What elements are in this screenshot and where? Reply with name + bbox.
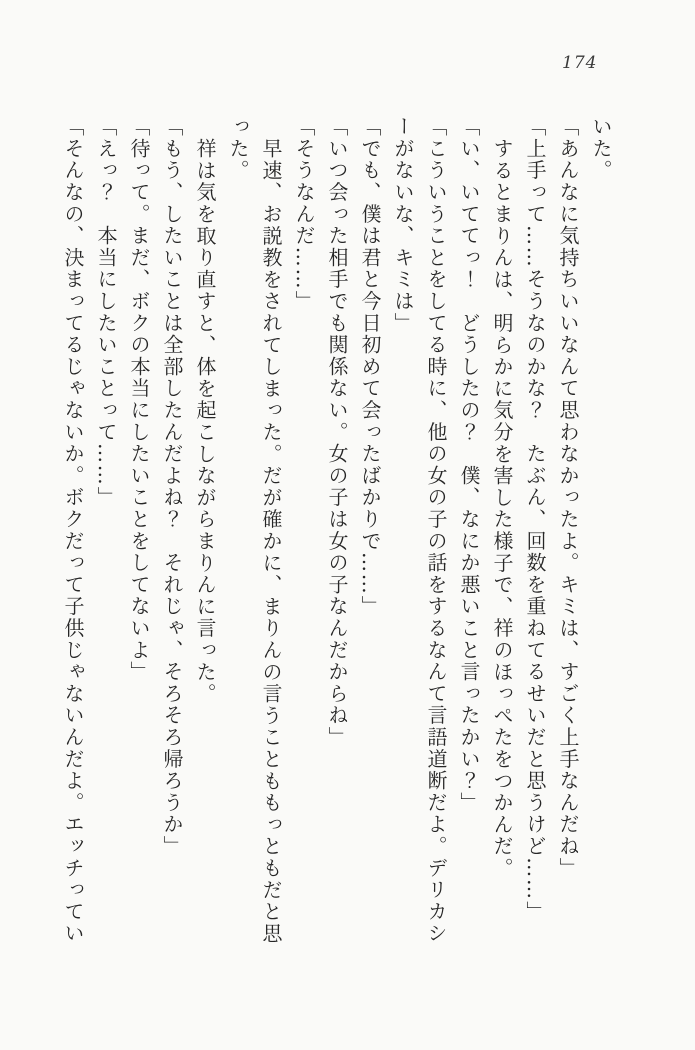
text-line: 祥は気を取り直すと、体を起こしながらまりんに言った。 bbox=[193, 138, 217, 705]
text-line: 「いつ会った相手でも関係ない。女の子は女の子なんだからね」 bbox=[325, 116, 349, 749]
text-line: 「待って。まだ、ボクの本当にしたいことをしてないよ」 bbox=[127, 116, 151, 683]
text-line: 早速、お説教をされてしまった。だが確かに、まりんの言うことももっともだと思 bbox=[259, 138, 283, 945]
text-line: 「えっ？ 本当にしたいことって……」 bbox=[94, 116, 118, 509]
text-line: 「そうなんだ……」 bbox=[292, 116, 316, 313]
text-line: 「上手って……そうなのかな？ たぶん、回数を重ねてるせいだと思うけど……」 bbox=[523, 116, 547, 923]
text-line: 「もう、したいことは全部したんだよね？ それじゃ、そろそろ帰ろうか」 bbox=[160, 116, 184, 858]
text-line: 「い、いててっ！ どうしたの？ 僕、なにか悪いこと言ったかい？」 bbox=[457, 116, 481, 814]
page-number: 174 bbox=[562, 53, 598, 73]
text-line: いた。 bbox=[589, 116, 613, 182]
text-line: 「そんなの、決まってるじゃないか。ボクだって子供じゃないんだよ。エッチってい bbox=[61, 116, 85, 945]
text-line: った。 bbox=[226, 116, 250, 182]
text-line: するとまりんは、明らかに気分を害した様子で、祥のほっぺたをつかんだ。 bbox=[490, 138, 514, 880]
vertical-text-block bbox=[56, 116, 617, 958]
text-line: 「あんなに気持ちいいなんて思わなかったよ。キミは、すごく上手なんだね」 bbox=[556, 116, 580, 879]
text-line: 「でも、僕は君と今日初めて会ったばかりで……」 bbox=[358, 116, 382, 618]
text-line: ーがないな、キミは」 bbox=[391, 116, 415, 334]
text-line: 「こういうことをしてる時に、他の女の子の話をするなんて言語道断だよ。デリカシ bbox=[424, 116, 448, 945]
